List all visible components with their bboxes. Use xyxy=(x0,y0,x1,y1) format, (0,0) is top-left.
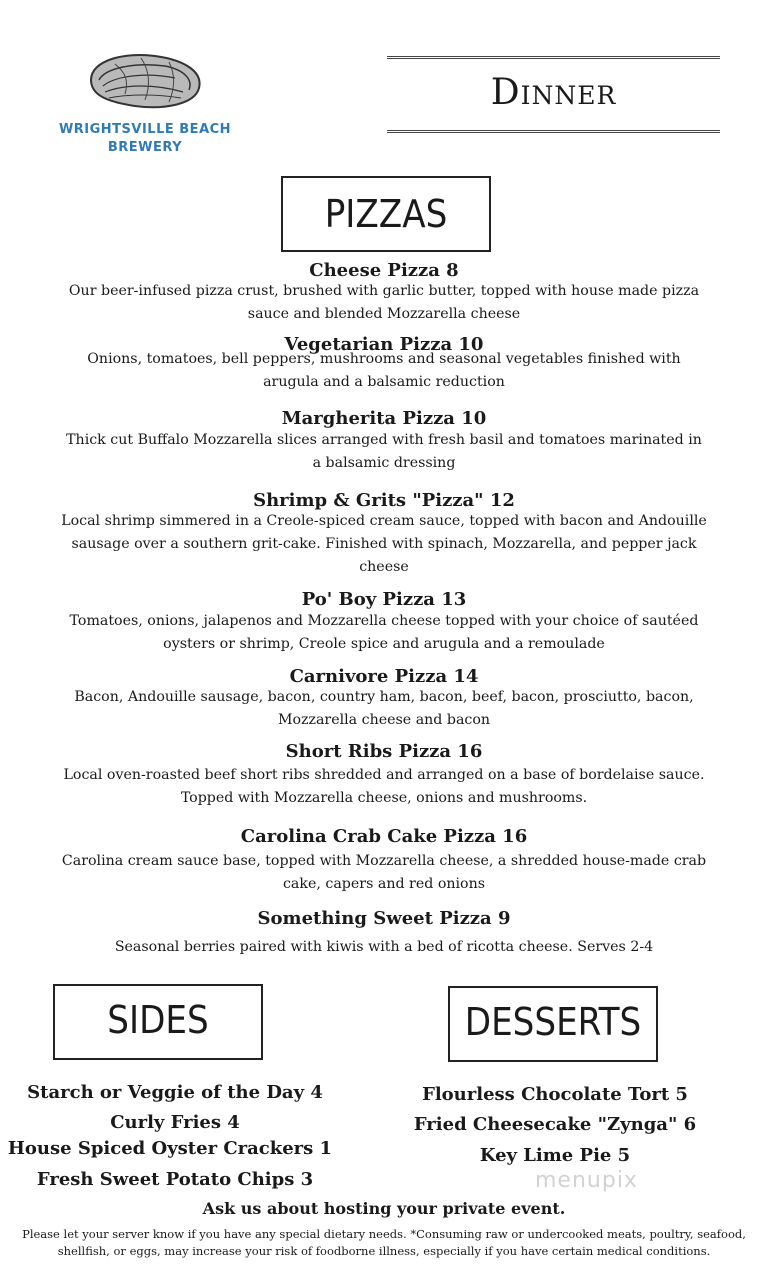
desserts-heading: DESSERTS xyxy=(464,1000,642,1044)
side-item: Curly Fries 4 xyxy=(110,1112,240,1133)
dessert-item: Fried Cheesecake "Zynga" 6 xyxy=(413,1114,697,1135)
dietary-disclaimer: Please let your server know if you have any special dietary needs. *Consuming raw or undercooked meats, poultry, seafood, shellfish, or eggs, may increase your risk of foodborne illness, especially if you have certain medical conditions. xyxy=(22,1227,746,1258)
header-rule-top xyxy=(387,56,720,59)
sides-heading-box xyxy=(53,984,263,1060)
pizza-item-desc: Bacon, Andouille sausage, bacon, country ham, bacon, beef, bacon, prosciutto, bacon, Mozzarella cheese and bacon xyxy=(74,689,694,728)
header-rule-bottom xyxy=(387,130,720,133)
pizza-item-desc: Carolina cream sauce base, topped with Mozzarella cheese, a shredded house-made crab cake, capers and red onions xyxy=(61,853,707,892)
private-event-notice: Ask us about hosting your private event. xyxy=(202,1199,566,1218)
watermark: menupix xyxy=(535,1168,638,1193)
pizza-item-desc: Local oven-roasted beef short ribs shredded and arranged on a base of bordelaise sauce. Topped with Mozzarella cheese, onions and mushrooms. xyxy=(63,767,705,806)
brewery-logo xyxy=(55,50,235,160)
pizza-item-desc: Local shrimp simmered in a Creole-spiced cream sauce, topped with bacon and Andouille sausage over a southern grit-cake. Finished with spinach, Mozzarella, and pepper jack cheese xyxy=(61,513,707,575)
brand-line-1: WRIGHTSVILLE BEACH xyxy=(58,122,232,137)
dessert-item: Flourless Chocolate Tort 5 xyxy=(422,1084,688,1105)
dessert-item: Key Lime Pie 5 xyxy=(479,1145,631,1166)
pizza-item-desc: Seasonal berries paired with kiwis with a bed of ricotta cheese. Serves 2-4 xyxy=(114,939,654,955)
side-item: Fresh Sweet Potato Chips 3 xyxy=(36,1169,314,1190)
pizza-item-title: Carnivore Pizza 14 xyxy=(289,666,479,687)
pizza-item-desc: Tomatoes, onions, jalapenos and Mozzarella cheese topped with your choice of sautéed oysters or shrimp, Creole spice and arugula and a remoulade xyxy=(69,613,699,652)
pizza-item-title: Shrimp & Grits "Pizza" 12 xyxy=(253,490,515,511)
pizza-item-title: Po' Boy Pizza 13 xyxy=(301,589,467,610)
pizza-item-desc: Our beer-infused pizza crust, brushed with garlic butter, topped with house made pizza sauce and blended Mozzarella cheese xyxy=(68,283,700,322)
side-item: Starch or Veggie of the Day 4 xyxy=(27,1082,323,1103)
pizza-item-title: Something Sweet Pizza 9 xyxy=(257,908,511,929)
pizza-item-title: Carolina Crab Cake Pizza 16 xyxy=(240,826,528,847)
desserts-heading-box xyxy=(448,986,658,1062)
pizza-item-title: Short Ribs Pizza 16 xyxy=(285,741,483,762)
pizzas-heading-box xyxy=(281,176,491,252)
pizza-item-desc: Thick cut Buffalo Mozzarella slices arranged with fresh basil and tomatoes marinated in a balsamic dressing xyxy=(66,432,702,471)
oyster-icon xyxy=(85,50,205,112)
pizza-item-desc: Onions, tomatoes, bell peppers, mushrooms and seasonal vegetables finished with arugula and a balsamic reduction xyxy=(87,351,681,390)
pizzas-heading: PIZZAS xyxy=(324,192,448,236)
side-item: House Spiced Oyster Crackers 1 xyxy=(7,1138,333,1159)
page-title: Dinner xyxy=(490,72,617,113)
pizza-item-title: Cheese Pizza 8 xyxy=(309,260,459,281)
pizza-item-title: Vegetarian Pizza 10 xyxy=(284,334,484,355)
sides-heading: SIDES xyxy=(107,998,209,1042)
pizza-item-title: Margherita Pizza 10 xyxy=(281,408,487,429)
brand-line-2: BREWERY xyxy=(107,140,183,155)
